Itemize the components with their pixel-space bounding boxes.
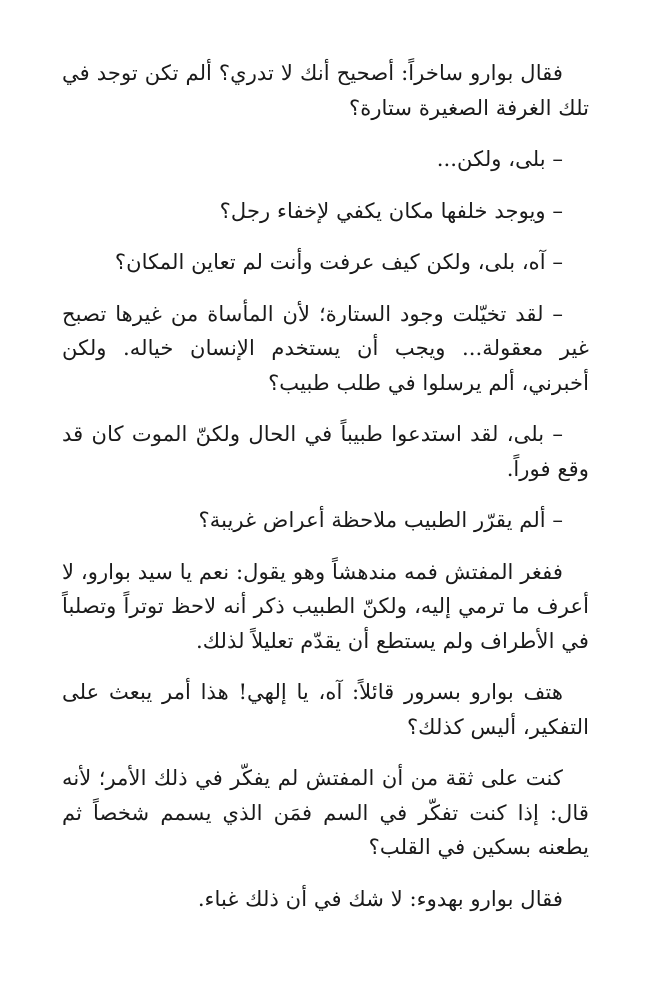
paragraph: ففغر المفتش فمه مندهشاً وهو يقول: نعم يا سيد بوارو، لا أعرف ما ترمي إليه، ولكنّ الطبيب ذكر أنه لاحظ توتراً وتصلباً في الأطراف ولم يستطع أن يقدّم تعليلاً لذلك. [62, 558, 589, 653]
paragraph: – آه، بلى، ولكن كيف عرفت وأنت لم تعاين المكان؟ [114, 249, 563, 274]
page-text [62, 56, 589, 933]
paragraph: فقال بوارو بهدوء: لا شك في أن ذلك غباء. [197, 885, 563, 911]
paragraph: – ألم يقرّر الطبيب ملاحظة أعراض غريبة؟ [198, 507, 563, 532]
paragraph: كنت على ثقة من أن المفتش لم يفكّر في ذلك الأمر؛ لأنه قال: إذا كنت تفكّر في السم فمَن الذي يسمم شخصاً ثم يطعنه بسكين في القلب؟ [62, 765, 589, 859]
paragraph: – ويوجد خلفها مكان يكفي لإخفاء رجل؟ [219, 197, 563, 223]
paragraph: – بلى، لقد استدعوا طبيباً في الحال ولكنّ الموت كان قد وقع فوراً. [62, 421, 589, 481]
paragraph: هتف بوارو بسرور قائلاً: آه، يا إلهي! هذا أمر يبعث على التفكير، أليس كذلك؟ [62, 679, 589, 739]
paragraph: – بلى، ولكن... [436, 146, 563, 171]
paragraph: فقال بوارو ساخراً: أصحيح أنك لا تدري؟ ألم تكن توجد في تلك الغرفة الصغيرة ستارة؟ [62, 60, 589, 120]
paragraph: – لقد تخيّلت وجود الستارة؛ لأن المأساة من غيرها تصبح غير معقولة... ويجب أن يستخدم الإنسان خياله. ولكن أخبرني، ألم يرسلوا في طلب طبيب؟ [62, 300, 589, 395]
